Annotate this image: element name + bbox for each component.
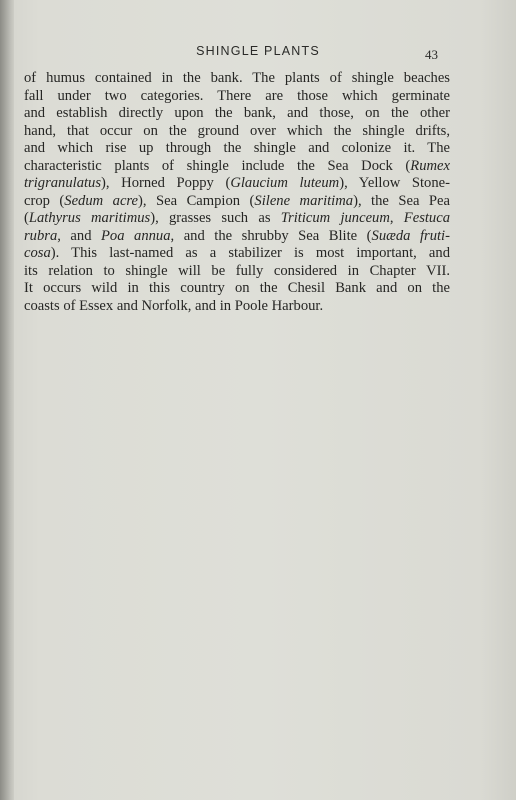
text-run: ), the Sea Pea [353,192,450,209]
text-line [24,228,450,246]
text-run: ), Horned Poppy ( [101,175,231,191]
text-run: ). This last-named as a stabilizer is most important, and [50,245,450,261]
page-number: 43 [425,47,438,62]
italic-text: Suæda fruti- [371,227,450,244]
running-title: SHINGLE PLANTS [196,44,320,58]
text-run: ), Sea Campion ( [138,192,255,209]
body-paragraph [24,70,450,315]
italic-text: Poa annua [101,227,171,244]
italic-text: Glaucium luteum [230,175,340,191]
text-run: and which rise up through the shingle and colonize it. The [24,140,450,156]
text-run: , [389,210,404,226]
text-run: hand, that occur on the ground over which the shingle drifts, [24,122,450,139]
italic-text: trigranulatus [24,175,102,191]
text-line [24,105,450,123]
text-line [24,140,450,158]
text-line [24,70,450,88]
italic-text: Triticum junceum [280,210,390,226]
text-run: ( [24,210,29,226]
italic-text: Sedum acre [64,192,139,209]
italic-text: Silene maritima [254,192,354,209]
italic-text: cosa [24,245,51,261]
gutter-shadow [0,0,14,800]
text-run: and establish directly upon the bank, and those, on the other [24,105,450,121]
text-run: , and [57,227,102,244]
text-run: characteristic plants of shingle include the Sea Dock ( [24,157,411,174]
text-line [24,193,450,211]
text-run: ), grasses such as [150,210,281,226]
text-run: coasts of Essex and Norfolk, and in Poole Harbour. [24,297,324,314]
text-run: its relation to shingle will be fully considered in Chapter VII. [24,262,450,279]
italic-text: Festuca [403,210,450,226]
text-run: of humus contained in the bank. The plants of shingle beaches [24,70,450,86]
text-run: ), Yellow Stone- [339,175,450,191]
text-line [24,263,450,281]
text-run: crop ( [24,192,65,209]
text-line [24,245,450,263]
text-run: , and the shrubby Sea Blite ( [170,227,372,244]
text-line [24,280,450,298]
italic-text: Rumex [410,157,450,174]
text-run: fall under two categories. There are those which germinate [24,87,450,104]
text-line [24,123,450,141]
italic-text: Lathyrus maritimus [28,210,151,226]
text-line [24,298,450,316]
italic-text: rubra [24,227,58,244]
text-line [24,175,450,193]
text-line [24,210,450,228]
text-run: It occurs wild in this country on the Chesil Bank and on the [24,280,450,296]
text-line [24,88,450,106]
text-line [24,158,450,176]
